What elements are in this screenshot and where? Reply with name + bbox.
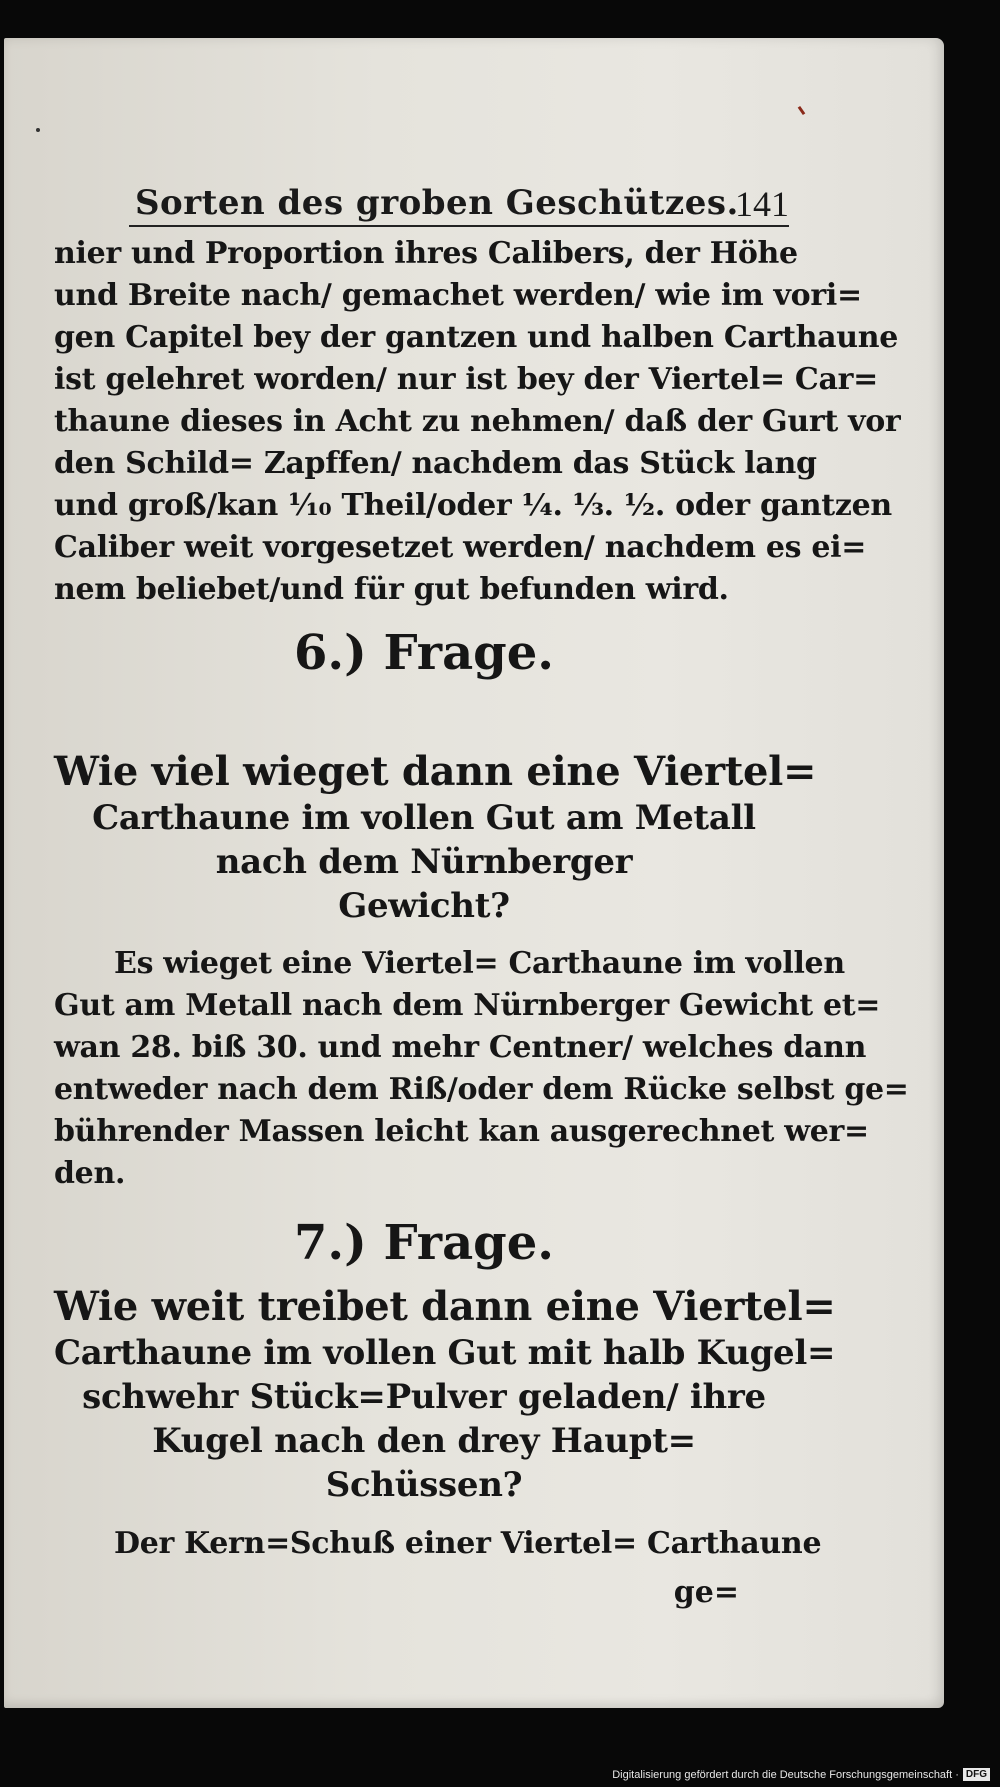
text-line: nier und Proportion ihres Calibers, der Höhe [54,236,798,271]
catchword: ge= [673,1575,739,1610]
question-6-answer [54,943,909,1195]
text-line: thaune dieses in Acht zu nehmen/ daß der Gurt vor [54,404,901,439]
text-line: Der Kern=Schuß einer Viertel= Carthaune [114,1526,822,1561]
dfg-logo-icon: DFG [963,1768,990,1781]
question-6-title [54,748,817,928]
text-line: den. [54,1156,126,1191]
question-heading: 6.) Frage. [294,625,554,681]
text-line: Gut am Metall nach dem Nürnberger Gewicht et= [54,988,881,1023]
question-title-line: Kugel nach den drey Haupt= [152,1421,696,1461]
question-title-line: Carthaune im vollen Gut am Metall [92,798,756,838]
ink-speck [798,106,806,115]
question-title-line: Wie weit treibet dann eine Viertel= [54,1283,836,1330]
text-line: gen Capitel bey der gantzen und halben Carthaune [54,320,899,355]
text-line: bührender Massen leicht kan ausgerechnet wer= [54,1114,869,1149]
running-head [129,183,789,227]
text-line: und Breite nach/ gemachet werden/ wie im vori= [54,278,862,313]
question-7-answer [54,1523,822,1565]
text-line: wan 28. biß 30. und mehr Centner/ welches dann [54,1030,867,1065]
footer-text: Digitalisierung gefördert durch die Deutsche Forschungsgemeinschaft · [612,1768,959,1781]
question-title-line: Schüssen? [325,1465,523,1505]
digitization-footer [612,1768,990,1781]
book-page [4,38,944,1708]
text-line: entweder nach dem Riß/oder dem Rücke selbst ge= [54,1072,909,1107]
show-through-ink [124,148,134,181]
text-line: den Schild= Zapffen/ nachdem das Stück lang [54,446,817,481]
text-line: ist gelehret worden/ nur ist bey der Viertel= Car= [54,362,878,397]
paragraph-continuation [54,233,901,611]
text-line: und groß/kan ¹⁄₁₀ Theil/oder ¼. ⅓. ½. oder gantzen [54,488,892,523]
question-7-heading-block [54,1208,794,1278]
text-line: nem beliebet/und für gut befunden wird. [54,572,729,607]
question-title-line: Gewicht? [338,886,510,926]
question-heading: 7.) Frage. [294,1215,554,1271]
question-7-title [54,1283,836,1507]
text-line: Caliber weit vorgesetzet werden/ nachdem es ei= [54,530,867,565]
question-title-line: Wie viel wieget dann eine Viertel= [54,748,817,795]
question-title-line: Carthaune im vollen Gut mit halb Kugel= [54,1333,836,1373]
page-number: 141 [735,184,789,224]
text-line: Es wieget eine Viertel= Carthaune im vollen [114,946,845,981]
running-title: Sorten des groben Geschützes. [135,183,739,223]
ink-speck [36,128,40,132]
question-6-heading-block [54,618,794,688]
question-title-line: nach dem Nürnberger [215,842,633,882]
question-title-line: schwehr Stück=Pulver geladen/ ihre [82,1377,766,1417]
